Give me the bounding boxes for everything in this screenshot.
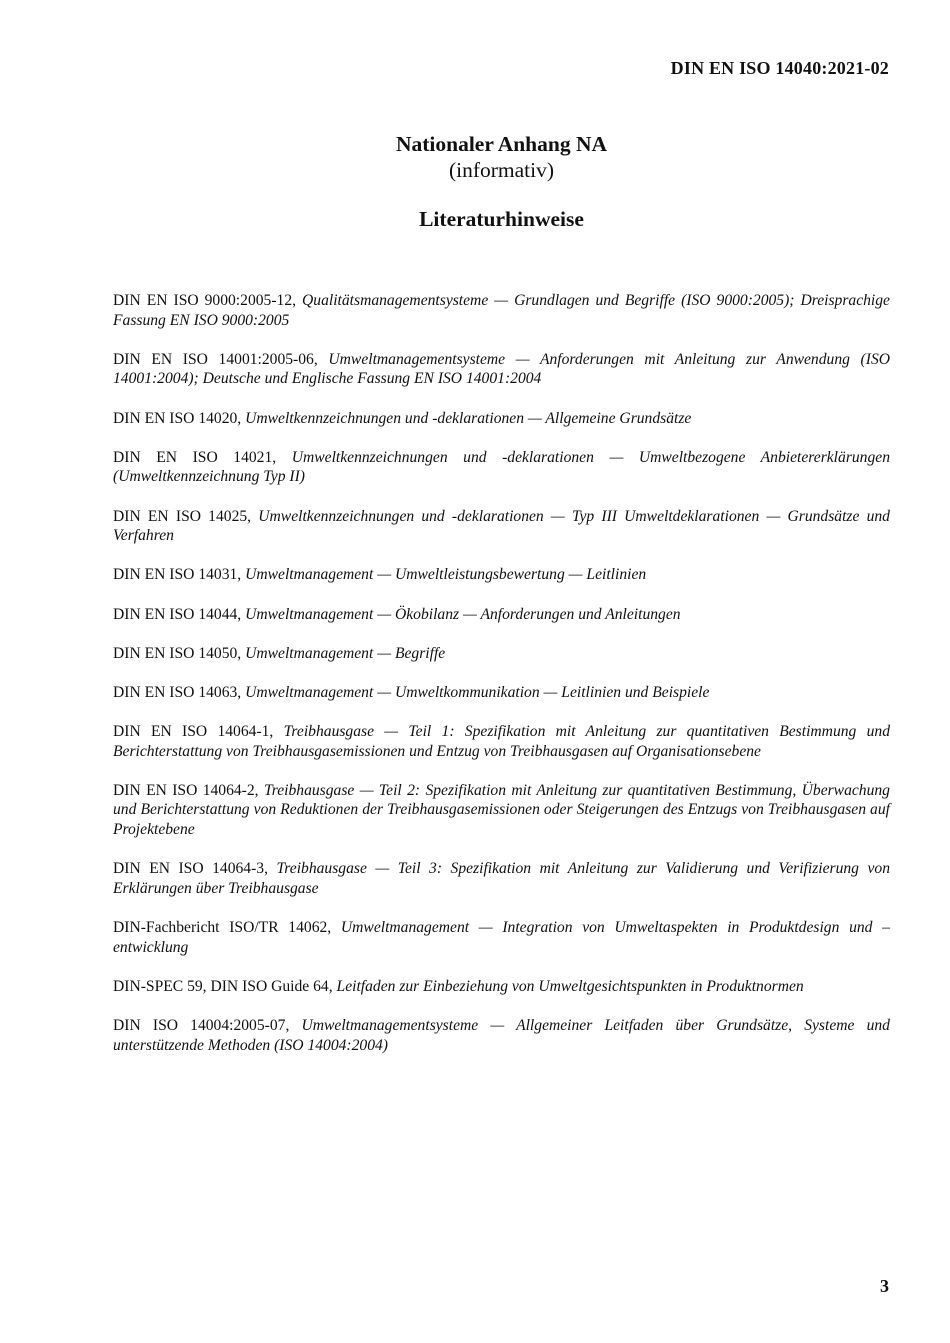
reference-item [113, 448, 890, 487]
reference-item [113, 977, 890, 997]
reference-title: Umweltmanagement — Umweltleistungsbewertung — Leitlinien [245, 566, 647, 584]
reference-id: DIN EN ISO 14025, [113, 507, 252, 525]
reference-title: Umweltmanagement — Begriffe [245, 644, 446, 662]
reference-title: Treibhausgase — Teil 2: Spezifikation mit Anleitung zur quantitativen Bestimmung, Überwachung und Berichterstattung von Reduktionen der Treibhausgasemissionen oder Steigerungen des Entzugs von Treibhausgasen auf Projektebene [113, 781, 890, 839]
section-title: Literaturhinweise [419, 207, 584, 231]
reference-id: DIN EN ISO 14044, [113, 605, 242, 623]
reference-title: Treibhausgase — Teil 1: Spezifikation mit Anleitung zur quantitativen Bestimmung und Berichterstattung von Treibhausgasemissionen und Entzug von Treibhausgasen auf Organisationsebene [113, 723, 890, 760]
reference-item [113, 350, 890, 389]
reference-title: Umweltkennzeichnungen und -deklarationen — Allgemeine Grundsätze [245, 409, 692, 427]
reference-title: Leitfaden zur Einbeziehung von Umweltgesichtspunkten in Produktnormen [336, 977, 804, 995]
reference-id: DIN EN ISO 14031, [113, 566, 242, 584]
reference-title: Umweltmanagementsysteme — Allgemeiner Leitfaden über Grundsätze, Systeme und unterstützende Methoden (ISO 14004:2004) [113, 1016, 890, 1054]
reference-item [113, 918, 890, 957]
reference-item [113, 1016, 890, 1055]
reference-id: DIN EN ISO 14064-1, [113, 723, 274, 741]
document-id: DIN EN ISO 14040:2021-02 [670, 58, 889, 78]
reference-title: Umweltmanagement — Integration von Umweltaspekten in Produktdesign und –entwicklung [113, 919, 890, 956]
reference-title: Umweltkennzeichnungen und -deklarationen — Umweltbezogene Anbietererklärungen (Umweltkennzeichnung Typ II) [113, 448, 890, 486]
reference-id: DIN-Fachbericht ISO/TR 14062, [113, 919, 332, 936]
reference-title: Umweltmanagement — Ökobilanz — Anforderungen und Anleitungen [245, 605, 681, 623]
reference-item [113, 507, 890, 546]
reference-id: DIN EN ISO 14064-2, [113, 781, 259, 799]
reference-id: DIN EN ISO 14050, [113, 644, 242, 662]
reference-title: Umweltmanagement — Umweltkommunikation — Leitlinien und Beispiele [245, 683, 710, 701]
reference-item [113, 605, 890, 625]
reference-id: DIN EN ISO 14001:2005-06, [113, 350, 318, 368]
reference-id: DIN EN ISO 14064-3, [113, 860, 268, 878]
reference-item [113, 683, 890, 703]
reference-item [113, 565, 890, 585]
reference-id: DIN-SPEC 59, DIN ISO Guide 64, [113, 977, 333, 995]
reference-id: DIN EN ISO 14021, [113, 448, 277, 466]
reference-title: Treibhausgase — Teil 3: Spezifikation mit Anleitung zur Validierung und Verifizierung von Erklärungen über Treibhausgase [113, 860, 890, 897]
page-number: 3 [880, 1276, 889, 1296]
reference-item [113, 859, 890, 898]
reference-item [113, 781, 890, 840]
reference-item [113, 722, 890, 761]
reference-title: Umweltkennzeichnungen und -deklarationen — Typ III Umweltdeklarationen — Grundsätze und Verfahren [113, 507, 890, 545]
reference-list [113, 291, 890, 1075]
reference-title: Qualitätsmanagementsysteme — Grundlagen und Begriffe (ISO 9000:2005); Dreisprachige Fassung EN ISO 9000:2005 [113, 292, 890, 329]
reference-item [113, 644, 890, 664]
reference-item [113, 291, 890, 330]
reference-id: DIN EN ISO 14020, [113, 409, 242, 427]
reference-item [113, 409, 890, 429]
reference-id: DIN EN ISO 9000:2005-12, [113, 292, 297, 309]
reference-id: DIN EN ISO 14063, [113, 683, 242, 701]
annex-subtitle: (informativ) [448, 158, 555, 182]
reference-id: DIN ISO 14004:2005-07, [113, 1016, 290, 1034]
annex-title: Nationaler Anhang NA [395, 132, 608, 156]
reference-title: Umweltmanagementsysteme — Anforderungen mit Anleitung zur Anwendung (ISO 14001:2004); Deutsche und Englische Fassung EN ISO 14001:2004 [113, 350, 891, 388]
annex-heading [0, 131, 950, 232]
